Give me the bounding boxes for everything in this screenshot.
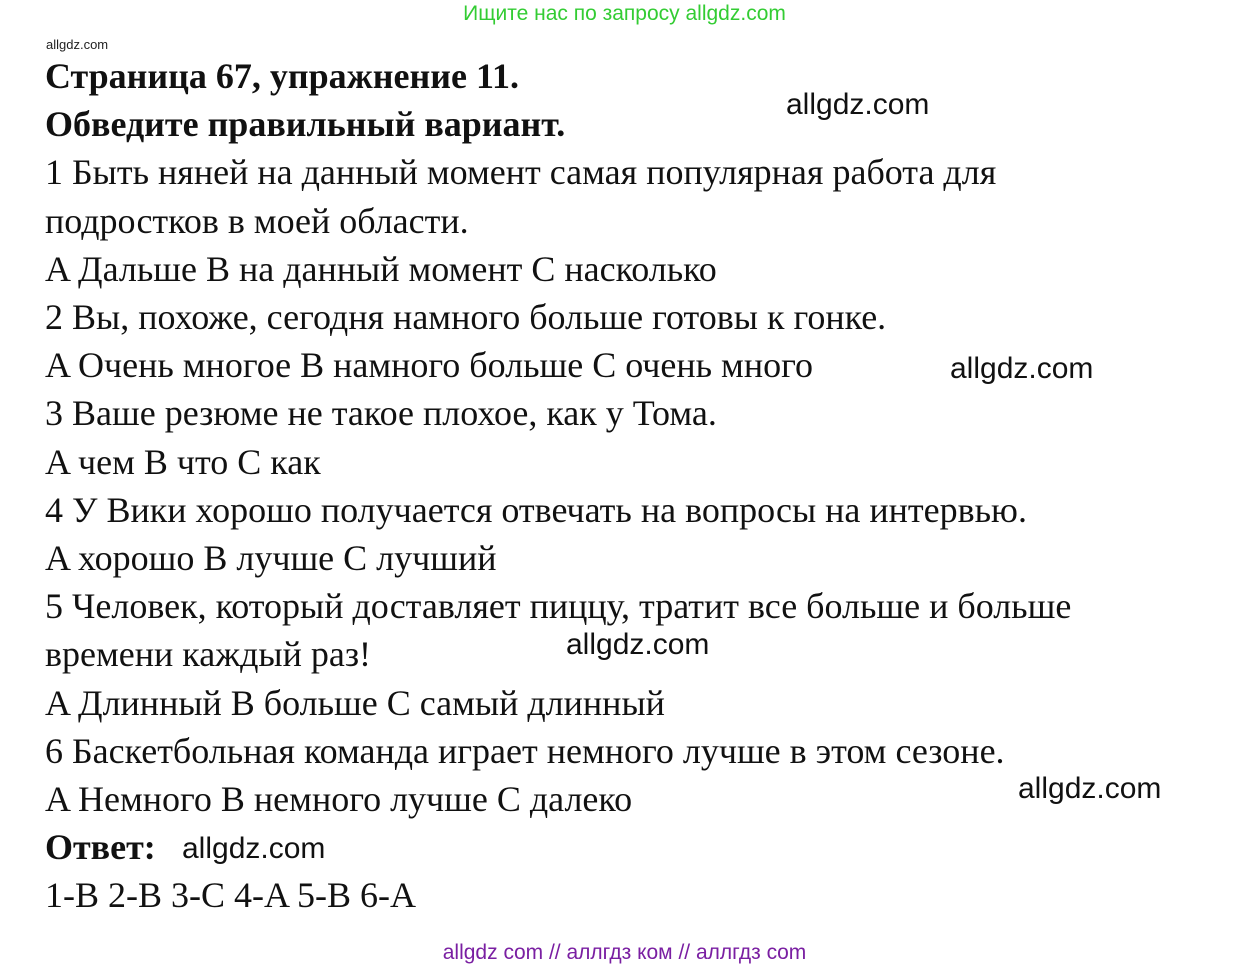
watermark: allgdz.com (786, 88, 930, 121)
exercise-line: подростков в моей области. (45, 200, 469, 241)
exercise-line: 3 Ваше резюме не такое плохое, как у Тома. (45, 393, 717, 434)
top-banner-link[interactable]: Ищите нас по запросу allgdz.com (463, 2, 786, 25)
answer-value: 1-B 2-B 3-C 4-A 5-B 6-A (45, 875, 416, 916)
exercise-line: 2 Вы, похоже, сегодня намного больше готовы к гонке. (45, 297, 887, 338)
small-watermark: allgdz.com (46, 37, 109, 52)
page-title: Страница 67, упражнение 11. (45, 56, 519, 96)
exercise-line: 1 Быть няней на данный момент самая популярная работа для (45, 152, 997, 193)
watermark: allgdz.com (566, 628, 710, 661)
exercise-line: A Очень многое B намного больше C очень много (45, 345, 813, 386)
footer-links[interactable]: allgdz com // аллгдз ком // аллгдз com (442, 941, 807, 964)
exercise-line: A чем B что C как (45, 441, 321, 482)
exercise-line: A Длинный B больше C самый длинный (45, 682, 665, 723)
watermark: allgdz.com (950, 352, 1094, 385)
exercise-line: времени каждый раз! (45, 634, 372, 675)
exercise-line: 6 Баскетбольная команда играет немного лучше в этом сезоне. (45, 730, 1005, 771)
instruction: Обведите правильный вариант. (45, 104, 566, 145)
exercise-line: A хорошо B лучше C лучший (45, 538, 497, 579)
exercise-line: 5 Человек, который доставляет пиццу, тратит все больше и больше (45, 586, 1072, 627)
watermark: allgdz.com (182, 832, 326, 865)
watermark: allgdz.com (1018, 772, 1162, 805)
exercise-line: A Немного B немного лучше C далеко (45, 779, 633, 820)
answer-label: Ответ: (45, 827, 156, 868)
exercise-line: 4 У Вики хорошо получается отвечать на вопросы на интервью. (45, 489, 1027, 530)
exercise-line: A Дальше B на данный момент C насколько (45, 248, 717, 289)
